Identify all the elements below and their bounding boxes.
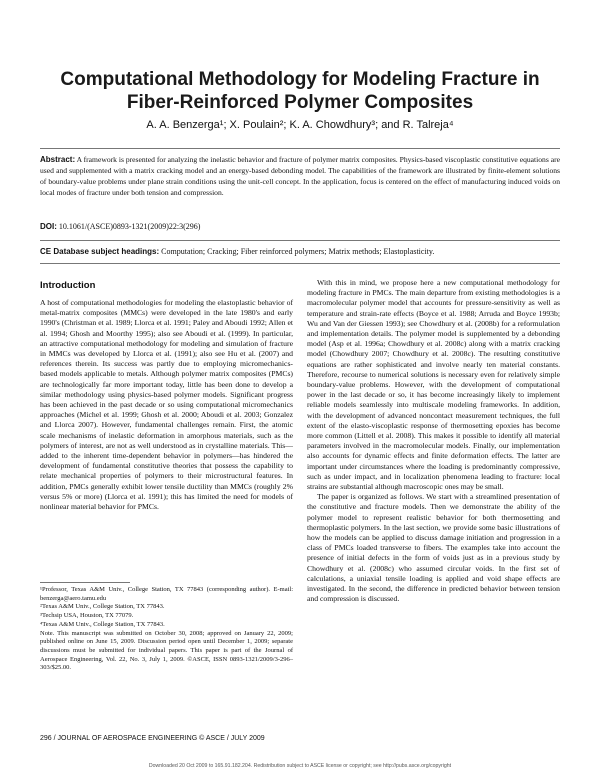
abstract	[40, 154, 560, 198]
doi-value[interactable]: 10.1061/(ASCE)0893-1321(2009)22:3(296)	[58, 222, 201, 231]
left-column	[40, 298, 293, 512]
paragraph: The paper is organized as follows. We start with a streamlined presentation of the constitutive and fracture models. Then we demonstrate the ability of the polymer model to represent realistic behavior for both thermosetting and thermoplastic polymers. In the last section, we provide some basic illustrations of how the models can be applied to discuss damage initiation and progression in a class of PMCs loaded transverse to fibers. The examples take into account the presence of initial defects in the form of voids just as in a previous study by Chowdhury et al. (2008c) who assumed circular voids. In the first set of calculations, a uniaxial tensile loading is applied and void shape effects are investigated. In the second, the difference in predicted behavior between tension and compression is discussed.	[307, 492, 560, 604]
right-column	[307, 278, 560, 605]
paper-title: Computational Methodology for Modeling Fracture in Fiber-Reinforced Polymer Composites	[60, 69, 540, 113]
page-footer: 296 / JOURNAL OF AEROSPACE ENGINEERING © ASCE / JULY 2009	[40, 735, 265, 742]
footnote-rule	[40, 582, 130, 583]
footnote: ⁴Texas A&M Univ., College Station, TX 77843.	[40, 620, 165, 628]
ce-bottom-rule	[40, 263, 560, 264]
subject-headings	[40, 247, 560, 256]
abstract-top-rule	[40, 148, 560, 149]
footnote: ²Texas A&M Univ., College Station, TX 77843.	[40, 603, 165, 611]
doi	[40, 222, 200, 231]
footnote: ³Techsip USA, Houston, TX 77079.	[40, 612, 134, 620]
download-notice: Downloaded 20 Oct 2009 to 165.91.182.204. Redistribution subject to ASCE license or copyright; see http://pubs.asce.org/copyright	[148, 763, 452, 769]
subject-headings-value: Computation; Cracking; Fiber reinforced polymers; Matrix methods; Elastoplasticity.	[161, 247, 435, 256]
doi-label: DOI:	[40, 222, 57, 231]
paragraph: With this in mind, we propose here a new computational methodology for modeling fracture in PMCs. The main departure from existing methodologies is a macromolecular polymer model that accounts for pressure-sensitivity as well as temperature and strain-rate effects (Boyce et al. 1988; Arruda and Boyce 1993b; Wu and Van der Giessen 1993); see Chowdhury et al. (2008b) for a reformulation and implementation details. The polymer model is supplemented by a debonding model (Asp et al. 1996a; Chowdhury et al. 2008c) along with a matrix cracking model (Chowdhury 2007; Chowdhury et al. 2008c). The resulting constitutive equations are rather sophisticated and involve nearly ten material constants. Therefore, recourse to numerical solutions is necessary even for relatively simple boundary-value problems. However, with the development of computational power in the last decade or so, it has become increasingly likely to implement reliable models seamlessly into multiscale modeling frameworks. In addition, with the development of advanced noncontact measurement techniques, the full extent of the elasto-viscoplastic response of thermosetting epoxies has become more common (Littell et al. 2008). This makes it possible to identify all material parameters involved in the macromolecular models. Finally, our implementation also accounts for dynamic effects and finite deformation effects. The latter are important under circumstances where the loading is predominantly compressive, such as under impact, and in localization phenomena leading to fracture: local strains are substantial although macroscopic ones may be small.	[307, 278, 560, 492]
section-heading-introduction: Introduction	[40, 280, 96, 291]
ce-top-rule	[40, 240, 560, 241]
abstract-label: Abstract:	[40, 155, 76, 164]
footnotes	[40, 586, 293, 673]
author-list: A. A. Benzerga¹; X. Poulain²; K. A. Chowdhury³; and R. Talreja⁴	[146, 119, 454, 131]
abstract-text: A framework is presented for analyzing the inelastic behavior and fracture of polymer matrix composites. Physics-based viscoplastic constitutive equations are used and supplemented with a matrix cracking model and an energy-based debonding model. The capabilities of the framework are illustrated by finite-element solutions of boundary-value problems under plane strain conditions using the unit-cell concept. In the application, focus is centered on the effect of manufacturing induced voids on local modes of fracture under both tension and compression.	[40, 155, 561, 197]
subject-headings-label: CE Database subject headings:	[40, 247, 160, 256]
footnote: Note. This manuscript was submitted on October 30, 2008; approved on January 22, 2009; published online on June 15, 2009. Discussion period open until December 1, 2009; separate discussions must be submitted for individual papers. This paper is part of the Journal of Aerospace Engineering, Vol. 22, No. 3, July 1, 2009. ©ASCE, ISSN 0893-1321/2009/3-296–303/$25.00.	[40, 629, 293, 672]
footnote: ¹Professor, Texas A&M Univ., College Station, TX 77843 (corresponding author). E-mail: benzerga@aero.tamu.edu	[40, 586, 293, 602]
paragraph: A host of computational methodologies for modeling the elastoplastic behavior of metal-matrix composites (MMCs) were developed in the late 1980's and early 1990's (Christman et al. 1989; Llorca et al. 1991; Paley and Aboudi 1992; Allen et al. 1994; Ghosh and Moorthy 1995); also see Aboudi et al. (1999). In particular, an attractive computational methodology for modeling and simulation of fracture in MMCs was developed by Llorca et al. (1991); also see Hu et al. (2007) and references therein. Its success was partly due to employing micromechanics-based models applicable to metals. Although polymer matrix composites (PMCs) are technologically far more important today, little has been done to develop a similar methodology using physics-based polymer models. Significant progress has been achieved in the past decade or so using computational micromechanics approaches (Michel et al. 1999; Ghosh et al. 2000; Aboudi et al. 2003; Gonzalez and Llorca 2007). However, fundamental challenges remain. First, the atomic scale mechanisms of inelastic deformation in amorphous materials, such as the polymers of interest, are not as well understood as in crystalline materials. This—added to the inherent time-dependent behavior in polymers—has hindered the development of fundamental constitutive theories that possess the capability to relate mechanical properties of polymers to their microstructural features. In addition, PMCs generally exhibit lower tensile ductility than MMCs (roughly 2% versus 5% or more) (Llorca et al. 1991); this has limited the need for models of nonlinear material behavior for PMCs.	[40, 298, 293, 512]
